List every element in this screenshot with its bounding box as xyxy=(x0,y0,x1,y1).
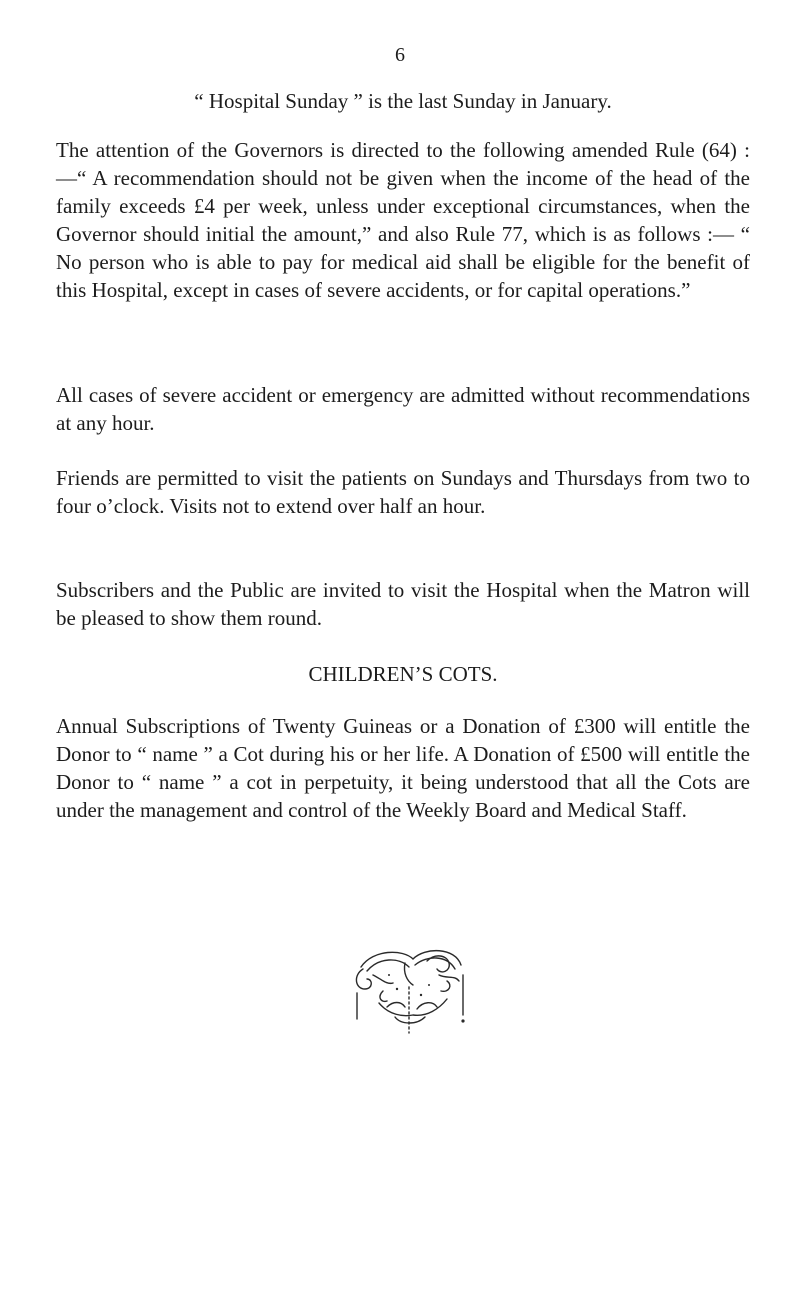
section-heading xyxy=(56,660,750,688)
hospital-sunday-text: “ Hospital Sunday ” is the last Sunday in January. xyxy=(194,89,612,113)
childrens-cots-heading: CHILDREN’S COTS. xyxy=(308,662,498,686)
subscribers-text: Subscribers and the Public are invited to visit the Hospital when the Matron will be pleased to show them round. xyxy=(56,578,750,630)
visiting-text: Friends are permitted to visit the patients on Sundays and Thursdays from two to four o’clock. Visits not to extend over half an hour. xyxy=(56,466,750,518)
hospital-sunday-paragraph xyxy=(56,87,750,115)
subscribers-paragraph xyxy=(56,576,750,632)
page-number: 6 xyxy=(395,44,405,66)
floral-tailpiece-ornament-icon xyxy=(343,945,469,1037)
childrens-cots-paragraph xyxy=(56,712,750,824)
emergency-text: All cases of severe accident or emergency are admitted without recommendations at any hour. xyxy=(56,383,750,435)
emergency-paragraph xyxy=(56,381,750,437)
childrens-cots-text: Annual Subscriptions of Twenty Guineas or a Donation of £300 will entitle the Donor to “ name ” a Cot during his or her life. A Donation of £500 will entitle the Donor to “ name ” a cot in perpetuity, it being understood that all the Cots are under the management and control of the Weekly Board and Medical Staff. xyxy=(56,714,750,822)
rules-paragraph xyxy=(56,136,750,304)
visiting-paragraph xyxy=(56,464,750,520)
rules-text: The attention of the Governors is directed to the following amended Rule (64) :—“ A recommendation should not be given when the income of the head of the family exceeds £4 per week, unless under exceptional circumstances, when the Governor should initial the amount,” and also Rule 77, which is as follows :— “ No person who is able to pay for medical aid shall be eligible for the benefit of this Hospital, except in cases of severe accidents, or for capital operations.” xyxy=(56,138,750,302)
